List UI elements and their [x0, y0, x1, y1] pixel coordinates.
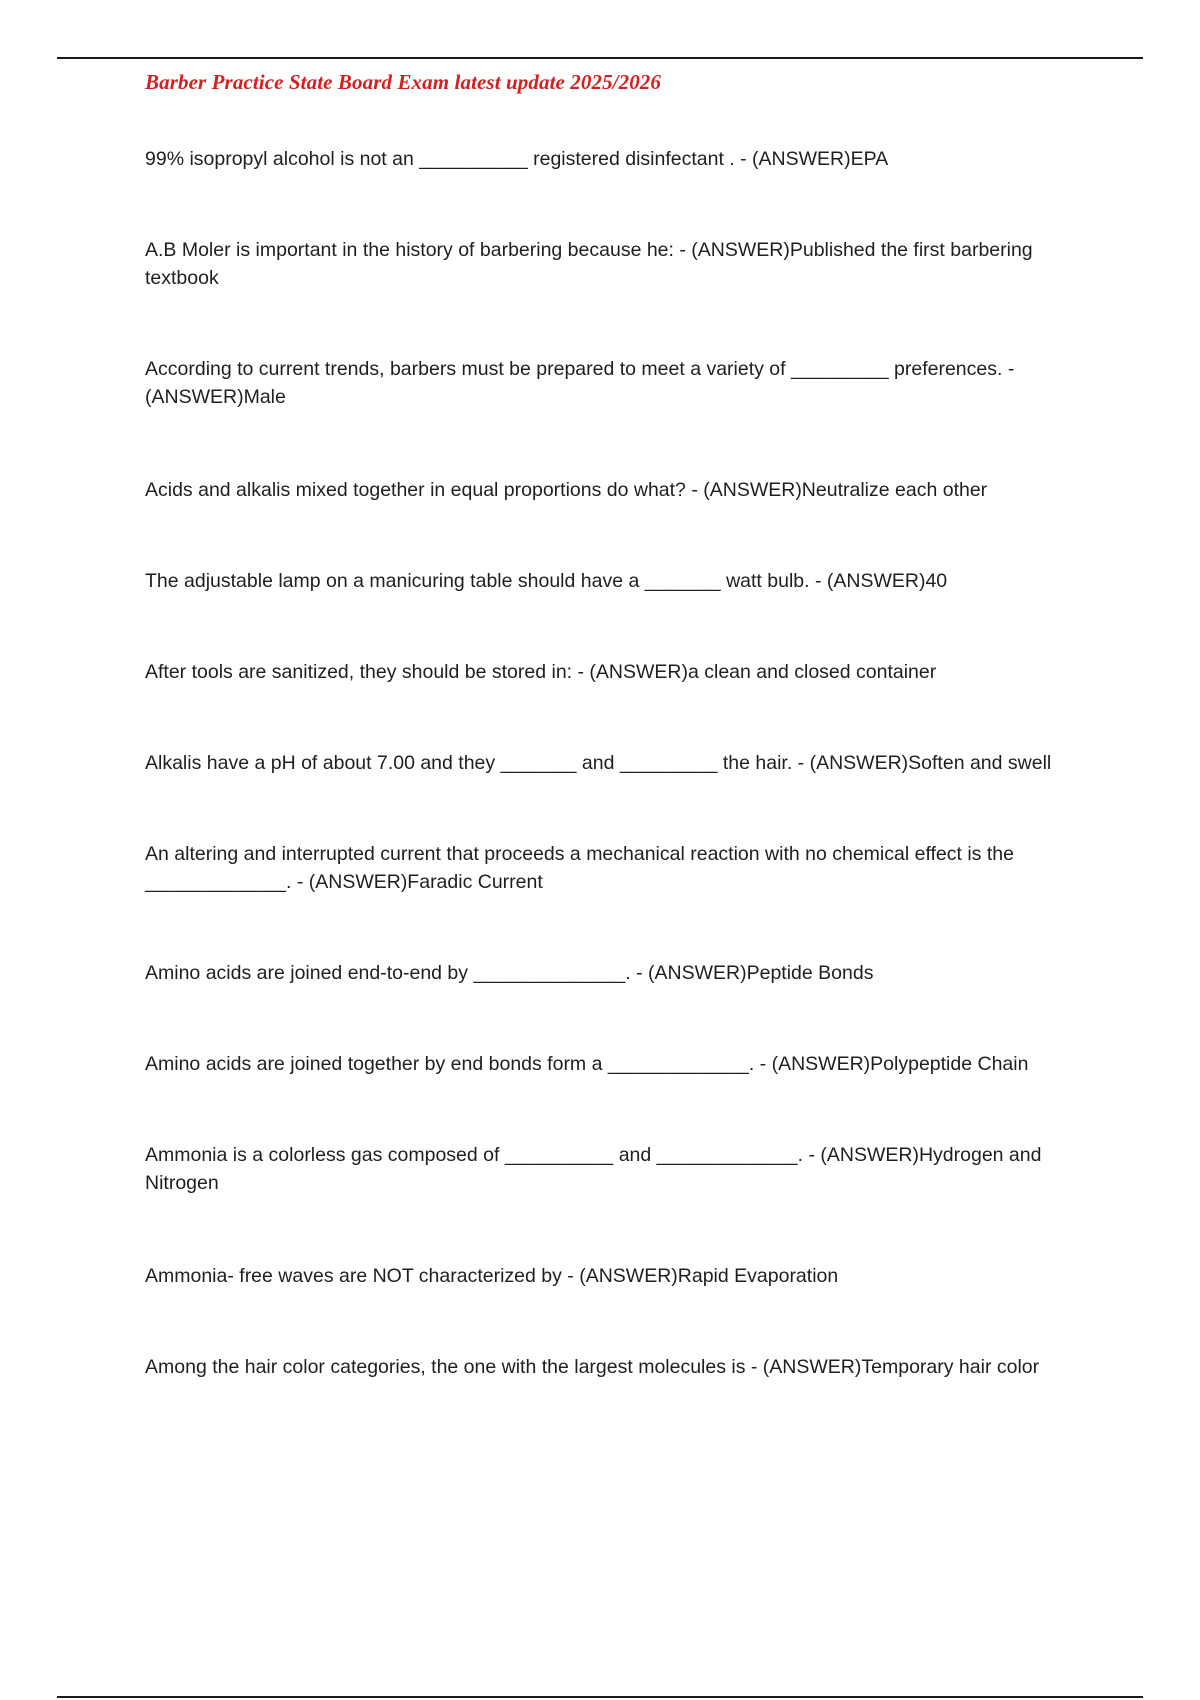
qa-item: The adjustable lamp on a manicuring table should have a _______ watt bulb. - (ANSWER)40	[145, 570, 948, 592]
qa-item: Ammonia is a colorless gas composed of __________ and _____________. - (ANSWER)Hydrogen and Nitrogen	[145, 1144, 1042, 1194]
qa-item: According to current trends, barbers must be prepared to meet a variety of _________ preferences. - (ANSWER)Male	[145, 358, 1015, 408]
qa-item: Among the hair color categories, the one with the largest molecules is - (ANSWER)Temporary hair color	[145, 1356, 1040, 1378]
qa-item: Acids and alkalis mixed together in equal proportions do what? - (ANSWER)Neutralize each other	[145, 479, 988, 501]
qa-item: Amino acids are joined end-to-end by ______________. - (ANSWER)Peptide Bonds	[145, 962, 874, 984]
qa-item: Amino acids are joined together by end bonds form a _____________. - (ANSWER)Polypeptide Chain	[145, 1053, 1029, 1075]
qa-item: An altering and interrupted current that proceeds a mechanical reaction with no chemical effect is the _____________. - (ANSWER)Faradic Current	[145, 843, 1014, 893]
qa-item: Alkalis have a pH of about 7.00 and they _______ and _________ the hair. - (ANSWER)Soften and swell	[145, 752, 1052, 774]
qa-item: After tools are sanitized, they should be stored in: - (ANSWER)a clean and closed container	[145, 661, 937, 683]
top-divider	[57, 57, 1143, 59]
qa-item: 99% isopropyl alcohol is not an __________ registered disinfectant . - (ANSWER)EPA	[145, 148, 889, 170]
qa-item: Ammonia- free waves are NOT characterized by - (ANSWER)Rapid Evaporation	[145, 1265, 839, 1287]
bottom-divider	[57, 1696, 1143, 1698]
qa-item: A.B Moler is important in the history of barbering because he: - (ANSWER)Published the first barbering textbook	[145, 239, 1033, 289]
document-title: Barber Practice State Board Exam latest update 2025/2026	[145, 70, 662, 94]
